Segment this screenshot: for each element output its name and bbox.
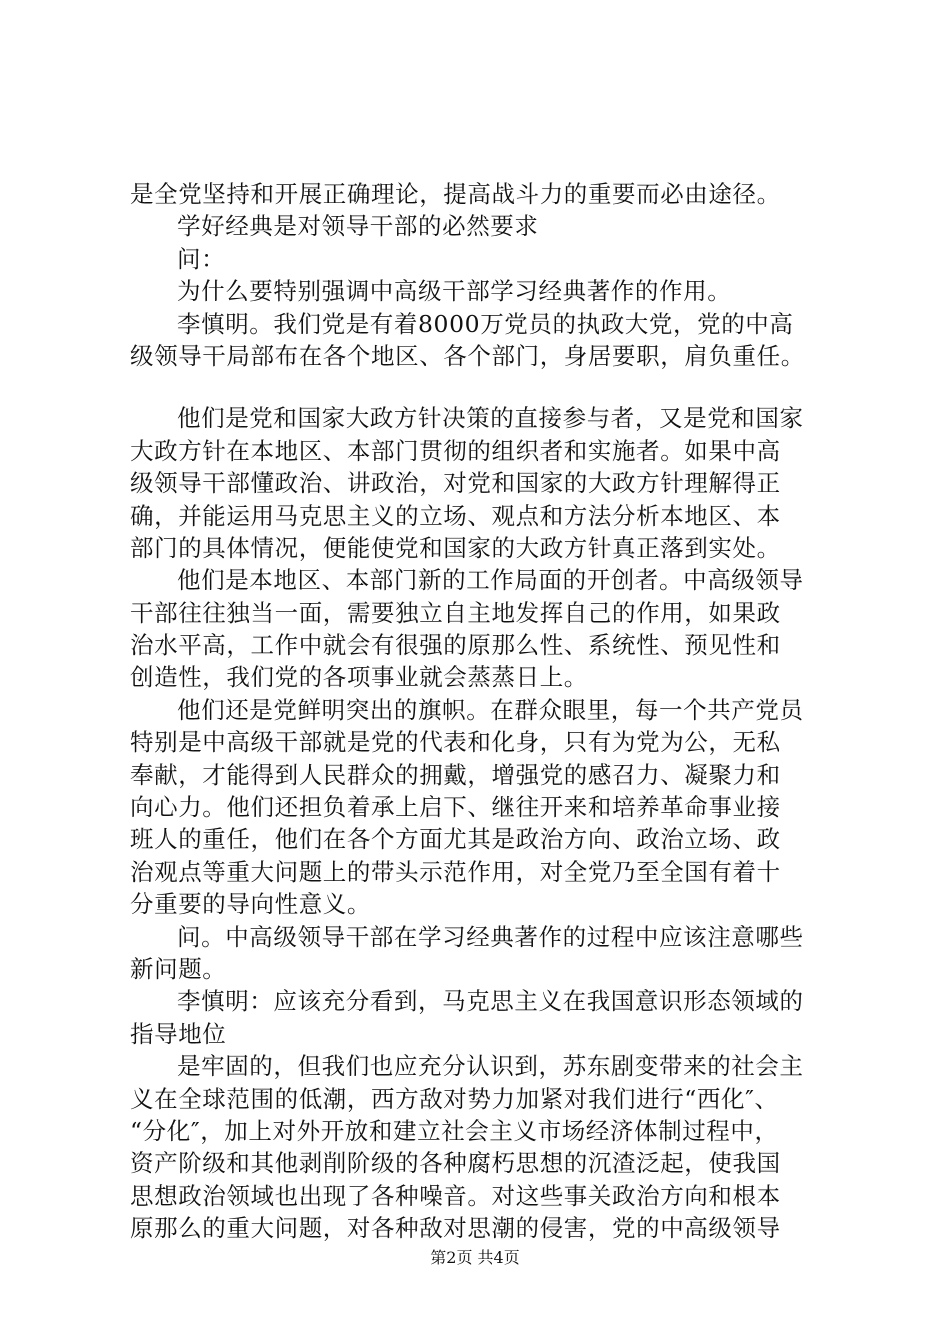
text-line: 部门的具体情况，便能使党和国家的大政方针真正落到实处。 bbox=[130, 533, 781, 562]
text-line: 资产阶级和其他剥削阶级的各种腐朽思想的沉渣泛起，使我国 bbox=[130, 1149, 781, 1178]
text-line: 特别是中高级干部就是党的代表和化身，只有为党为公，无私 bbox=[130, 728, 781, 757]
question-label: 问： bbox=[177, 244, 226, 273]
text-line: 义在全球范围的低潮，西方敌对势力加紧对我们进行“西化″、 bbox=[130, 1084, 779, 1113]
text-line: 治观点等重大问题上的带头示范作用，对全党乃至全国有着十 bbox=[130, 857, 781, 886]
text-line: 治水平高，工作中就会有很强的原那么性、系统性、预见性和 bbox=[130, 631, 781, 660]
section-heading: 学好经典是对领导干部的必然要求 bbox=[177, 212, 539, 241]
paragraph-gap bbox=[130, 372, 850, 402]
text-line: 他们是本地区、本部门新的工作局面的开创者。中高级领导 bbox=[177, 566, 804, 595]
text-line: 干部往往独当一面，需要独立自主地发挥自己的作用，如果政 bbox=[130, 598, 781, 627]
text-line: 级领导干局部布在各个地区、各个部门，身居要职，肩负重任。 bbox=[130, 341, 805, 370]
text-line: 确，并能运用马克思主义的立场、观点和方法分析本地区、本 bbox=[130, 501, 781, 530]
text-line: “分化″，加上对外开放和建立社会主义市场经济体制过程中， bbox=[130, 1116, 779, 1145]
document-body bbox=[130, 178, 850, 1245]
text-line: 他们是党和国家大政方针决策的直接参与者，又是党和国家 bbox=[177, 404, 804, 433]
text-line: 大政方针在本地区、本部门贯彻的组织者和实施者。如果中高 bbox=[130, 436, 781, 465]
text-line: 级领导干部懂政治、讲政治，对党和国家的大政方针理解得正 bbox=[130, 469, 781, 498]
text-line: 向心力。他们还担负着承上启下、继往开来和培养革命事业接 bbox=[130, 793, 781, 822]
text-line: 是全党坚持和开展正确理论，提高战斗力的重要而必由途径。 bbox=[130, 180, 781, 208]
text-line: 他们还是党鲜明突出的旗帜。在群众眼里，每一个共产党员 bbox=[177, 695, 804, 724]
text-line: 问。中高级领导干部在学习经典著作的过程中应该注意哪些 bbox=[177, 922, 804, 951]
text-line: 思想政治领域也出现了各种噪音。对这些事关政治方向和根本 bbox=[130, 1181, 781, 1210]
text-line: 新问题。 bbox=[130, 954, 227, 983]
text-line: 是牢固的，但我们也应充分认识到，苏东剧变带来的社会主 bbox=[177, 1052, 804, 1081]
page-number-footer: 第2页 共4页 bbox=[430, 1248, 520, 1267]
text-line: 原那么的重大问题，对各种敌对思潮的侵害，党的中高级领导 bbox=[130, 1214, 781, 1243]
question-text: 为什么要特别强调中高级干部学习经典著作的作用。 bbox=[177, 277, 732, 306]
text-line: 李慎明。我们党是有着8000万党员的执政大党，党的中高 bbox=[177, 309, 794, 338]
text-line: 班人的重任，他们在各个方面尤其是政治方向、政治立场、政 bbox=[130, 825, 781, 854]
text-line: 李慎明：应该充分看到，马克思主义在我国意识形态领域的 bbox=[177, 987, 804, 1016]
text-line: 分重要的导向性意义。 bbox=[130, 890, 371, 919]
text-line: 创造性，我们党的各项事业就会蒸蒸日上。 bbox=[130, 663, 588, 692]
text-line: 指导地位 bbox=[130, 1019, 227, 1048]
text-line: 奉献，才能得到人民群众的拥戴，增强党的感召力、凝聚力和 bbox=[130, 760, 781, 789]
